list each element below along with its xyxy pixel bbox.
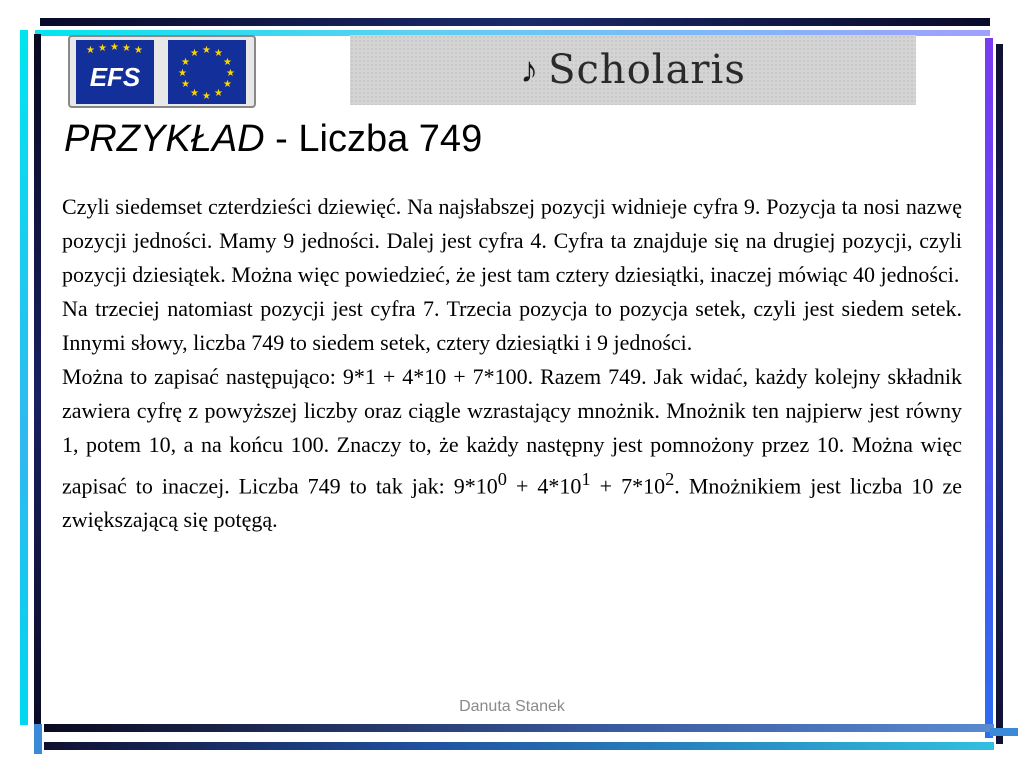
star-icon: ★ (202, 45, 211, 56)
title-emphasis: PRZYKŁAD (64, 118, 265, 160)
frame-bar-bottom-blue (44, 742, 994, 750)
frame-bar-bottom-dark (44, 724, 994, 732)
star-icon: ★ (98, 43, 107, 54)
star-icon: ★ (214, 48, 223, 59)
frame-bar-top-dark (40, 18, 990, 26)
exponent: 1 (581, 469, 591, 489)
frame-bar-right-foot (990, 728, 1018, 736)
frame-bar-right-dark (996, 44, 1003, 744)
star-icon: ★ (223, 79, 232, 90)
title-rest: - Liczba 749 (264, 118, 483, 160)
star-icon: ★ (86, 45, 95, 56)
exponent: 0 (497, 469, 507, 489)
star-icon: ★ (214, 88, 223, 99)
frame-bar-right-purple (985, 38, 993, 738)
footer-author: Danuta Stanek (459, 698, 565, 715)
paragraph-text: + 7*10 (590, 473, 666, 499)
efs-flag (76, 40, 154, 104)
exponent: 2 (665, 469, 675, 489)
page-title (64, 118, 482, 161)
star-icon: ★ (181, 57, 190, 68)
star-icon: ★ (202, 91, 211, 102)
paragraph-text: . Mnożnikiem jest liczba 10 ze zwiększającą się potęgą. (62, 473, 963, 533)
paragraph (62, 360, 962, 537)
star-icon: ★ (226, 68, 235, 79)
efs-logo (68, 35, 256, 108)
paragraph: Na trzeciej natomiast pozycji jest cyfra 7. Trzecia pozycja to pozycja setek, czyli jest siedem setek. Innymi słowy, liczba 749 to siedem setek, cztery dziesiątki i 9 jedności. (62, 296, 962, 355)
frame-bar-left-dark (34, 34, 41, 754)
star-icon: ★ (190, 48, 199, 59)
frame-bar-left-cyan (20, 30, 28, 725)
star-icon: ★ (190, 88, 199, 99)
scholaris-wordmark: Scholaris (548, 47, 746, 93)
star-icon: ★ (122, 43, 131, 54)
music-note-icon: ♪ (520, 49, 539, 90)
paragraph: Czyli siedemset czterdzieści dziewięć. Na najsłabszej pozycji widnieje cyfra 9. Pozycja ta nosi nazwę pozycji jedności. Mamy 9 jedności. Dalej jest cyfra 4. Cyfra ta znajduje się na drugiej pozycji, czyli pozycji dziesiątek. Można więc powiedzieć, że jest tam cztery dziesiątki, inaczej mówiąc 40 jedności. (62, 194, 962, 287)
body-text (62, 190, 962, 537)
scholaris-logo (350, 35, 916, 105)
star-icon: ★ (223, 57, 232, 68)
eu-flag (168, 40, 246, 104)
star-icon: ★ (178, 68, 187, 79)
paragraph-text: + 4*10 (506, 473, 582, 499)
efs-text: EFS (89, 61, 141, 92)
frame-bar-left-blue (34, 724, 42, 754)
star-icon: ★ (134, 45, 143, 56)
star-icon: ★ (110, 42, 119, 53)
star-icon: ★ (181, 79, 190, 90)
paragraph-text: Można to zapisać następująco: 9*1 + 4*10 + 7*100. Razem 749. Jak widać, każdy kolejny składnik zawiera cyfrę z powyższej liczby oraz ciągle wzrastający mnożnik. Mnożnik ten najpierw jest równy 1, potem 10, a na końcu 100. Znaczy to, że każdy następny jest pomnożony przez 10. Można więc zapisać to inaczej. Liczba 749 to tak jak: 9*10 (62, 364, 962, 499)
